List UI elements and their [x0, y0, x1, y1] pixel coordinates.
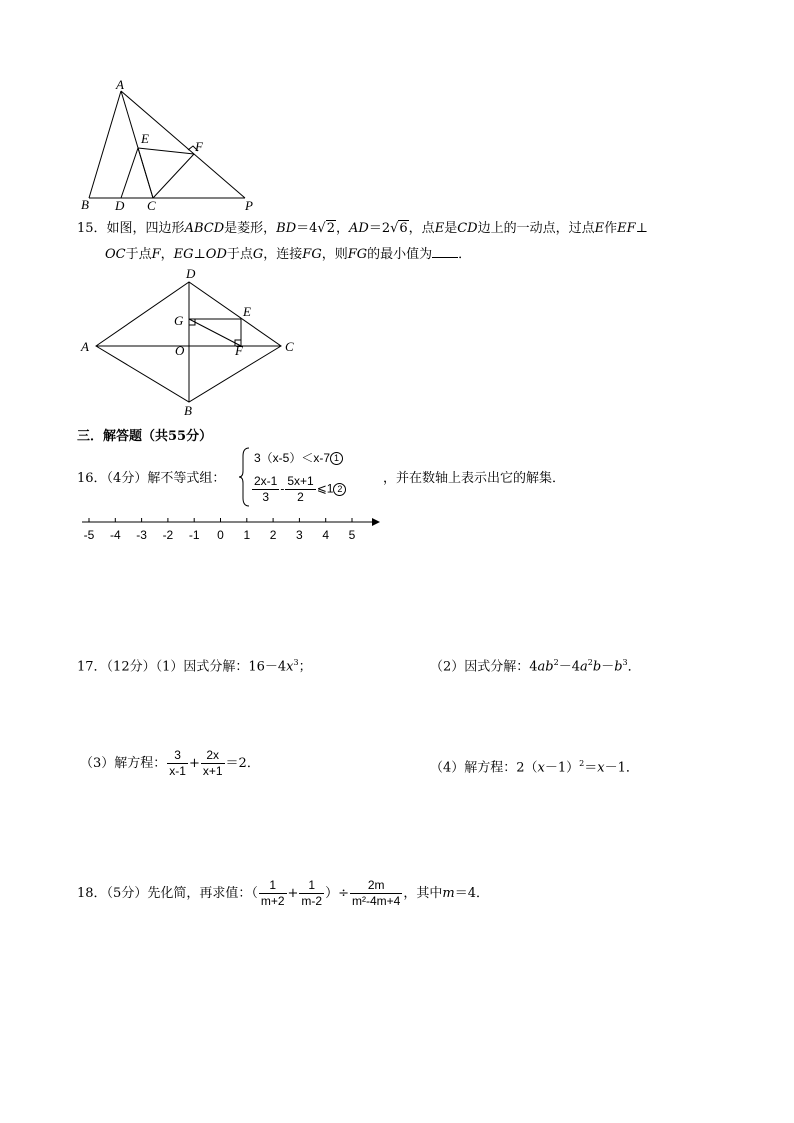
- fig2-label-c: C: [285, 339, 294, 354]
- number-line: [80, 513, 385, 543]
- sqrt-symbol: √: [317, 221, 326, 236]
- brace: [238, 446, 252, 508]
- fig2-label-d: D: [186, 266, 196, 281]
- axis-tick-label: 3: [296, 528, 303, 542]
- axis-tick-label: 1: [243, 528, 251, 542]
- fig2-label-g: G: [174, 313, 184, 328]
- axis-tick-label: -3: [136, 528, 147, 542]
- fraction: $\frac{2m}{\text{m²-4m+4}}$: [352, 878, 401, 908]
- fraction: $\frac{2x}{x+1}$: [202, 748, 223, 778]
- fig2-label-o: O: [175, 343, 185, 358]
- axis-tick-label: 0: [217, 528, 224, 542]
- fraction: $\frac{1}{m+2}$: [260, 878, 285, 908]
- fig1-label-e: E: [141, 131, 149, 146]
- fig1-label-c: C: [147, 198, 156, 213]
- axis-tick-label: 2: [269, 528, 277, 542]
- section-title: 三．解答题（共55分）: [77, 429, 213, 444]
- q18: 18．（5分）先化简，再求值：（ $\frac{1}{m+2}$ + $\frac{1}{m-2}$ ）÷ $\frac{2m}{\text{m²-4m+4}}$ ，其中m＝4．: [77, 878, 489, 908]
- axis-tick-label: -5: [83, 528, 95, 542]
- axis-tick-label: -1: [188, 528, 200, 542]
- fig2-label-f: F: [235, 343, 243, 358]
- axis-tick-label: -2: [162, 528, 174, 542]
- q15-line1: 15．如图，四边形ABCD是菱形，BD＝4√2，AD＝2√6，点E是CD边上的一动点，过点E作EF⊥: [77, 221, 648, 236]
- inequality-1: 3（x-5）＜x-7 1: [254, 449, 343, 466]
- answer-blank[interactable]: [432, 245, 458, 258]
- fig1-label-f: F: [195, 139, 203, 154]
- fraction: $\frac{3}{x-1}$: [169, 748, 186, 778]
- axis-tick-label: 4: [322, 528, 330, 542]
- sqrt-symbol: √: [390, 221, 399, 236]
- fig1-label-d: D: [115, 198, 125, 213]
- fig1-label-b: B: [81, 197, 89, 212]
- q16-number: 16．（4分）解不等式组：: [77, 471, 226, 486]
- q16-tail: ，并在数轴上表示出它的解集．: [383, 471, 566, 486]
- axis-tick-label: -4: [109, 528, 121, 542]
- fig2-label-b: B: [184, 403, 192, 418]
- figure-triangle: [78, 78, 268, 216]
- axis-tick-label: 5: [348, 528, 356, 542]
- fraction: $\frac{1}{m-2}$: [301, 878, 323, 908]
- fraction: $\frac{5x+1}{2}$: [287, 474, 314, 504]
- inequality-2: $\frac{2x-1}{3}$ - $\frac{5x+1}{2}$ ⩽1 2: [251, 474, 346, 505]
- fig1-label-p: P: [245, 198, 253, 213]
- fig2-label-e: E: [243, 304, 251, 319]
- fraction: $\frac{2x-1}{3}$: [254, 474, 278, 504]
- fig2-label-a: A: [81, 339, 89, 354]
- q17-part4: （4）解方程：$2(x-1)^2=x-1$．: [430, 759, 639, 776]
- q17-part1: 17．（12分）（1）因式分解：$16-4x^3$；: [77, 658, 312, 675]
- fig1-label-a: A: [116, 78, 124, 92]
- arrow-icon: [372, 518, 380, 526]
- q17-part3: （3）解方程： $\frac{3}{x-1}$ + $\frac{2x}{x+1}$ ＝2．: [80, 748, 260, 778]
- figure-rhombus: [78, 262, 303, 420]
- q15-line2: OC于点F，EG⊥OD于点G，连接FG，则FG的最小值为 ．: [105, 247, 472, 262]
- q17-part2: （2）因式分解：$4ab^2-4a^2b-b^3$．: [430, 658, 641, 675]
